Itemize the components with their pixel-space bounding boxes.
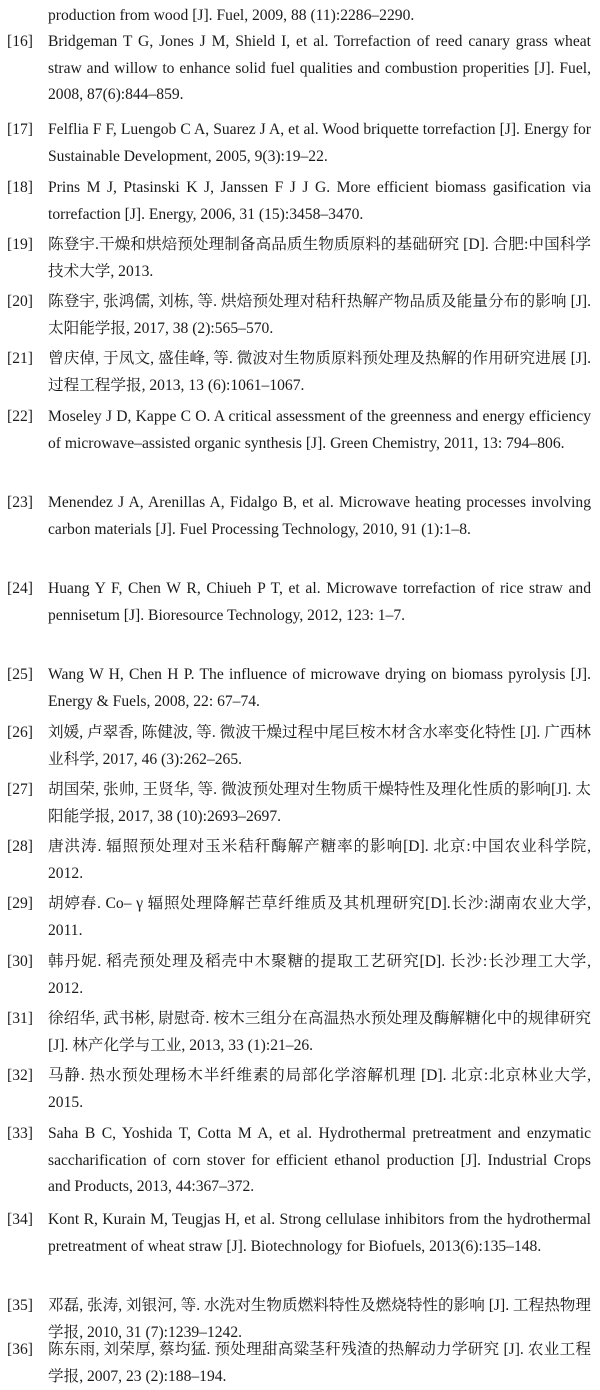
reference-text: Saha B C, Yoshida T, Cotta M A, et al. Hydrothermal pretreatment and enzymatic saccharification of corn stover for efficient ethanol production [J]. Industrial Crops and Products, 2013, 44:367–372. <box>48 1125 591 1195</box>
reference-number: [27] <box>7 781 33 798</box>
reference-text: 唐洪涛. 辐照预处理对玉米秸秆酶解产糖率的影响[D]. 北京:中国农业科学院, 2012. <box>48 838 591 882</box>
reference-number: [16] <box>7 33 33 50</box>
reference-text: Wang W H, Chen H P. The influence of microwave drying on biomass pyrolysis [J]. Energy & Fuels, 2008, 22: 67–74. <box>48 666 591 710</box>
reference-text: 胡婷春. Co– γ 辐照处理降解芒草纤维质及其机理研究[D].长沙:湖南农业大学, 2011. <box>48 895 591 939</box>
reference-number: [18] <box>7 179 33 196</box>
reference-number: [29] <box>7 895 33 912</box>
reference-number: [22] <box>7 408 33 425</box>
reference-number: [33] <box>7 1125 33 1142</box>
reference-text: Moseley J D, Kappe C O. A critical assessment of the greenness and energy efficiency of microwave–assisted organic synthesis [J]. Green Chemistry, 2011, 13: 794–806. <box>48 408 591 452</box>
reference-text: 陈登宇, 张鸿儒, 刘栋, 等. 烘焙预处理对秸秆热解产物品质及能量分布的影响 [J]. 太阳能学报, 2017, 38 (2):565–570. <box>48 293 591 337</box>
reference-text: 徐绍华, 武书彬, 尉慰奇. 桉木三组分在高温热水预处理及酶解糖化中的规律研究[J]. 林产化学与工业, 2013, 33 (1):21–26. <box>48 1010 591 1054</box>
reference-number: [23] <box>7 494 33 511</box>
reference-number: [21] <box>7 350 33 367</box>
reference-text: Prins M J, Ptasinski K J, Janssen F J J G. More efficient biomass gasification via torrefaction [J]. Energy, 2006, 31 (15):3458–3470. <box>48 179 591 223</box>
reference-number: [36] <box>7 1341 33 1358</box>
reference-number: [35] <box>7 1297 33 1314</box>
reference-number: [26] <box>7 724 33 741</box>
reference-text: 韩丹妮. 稻壳预处理及稻壳中木聚糖的提取工艺研究[D]. 长沙:长沙理工大学, 2012. <box>48 953 591 997</box>
reference-text: 陈登宇.干燥和烘焙预处理制备高品质生物质原料的基础研究 [D]. 合肥:中国科学技术大学, 2013. <box>48 236 591 280</box>
reference-text: 邓磊, 张涛, 刘银河, 等. 水洗对生物质燃料特性及燃烧特性的影响 [J]. 工程热物理学报, 2010, 31 (7):1239–1242. <box>48 1297 591 1341</box>
reference-continuation: production from wood [J]. Fuel, 2009, 88 (11):2286–2290. <box>48 7 415 24</box>
reference-text: Huang Y F, Chen W R, Chiueh P T, et al. Microwave torrefaction of rice straw and pennisetum [J]. Bioresource Technology, 2012, 123: 1–7. <box>48 580 591 624</box>
reference-text: 陈东雨, 刘荣厚, 蔡均猛. 预处理甜高粱茎秆残渣的热解动力学研究 [J]. 农业工程学报, 2007, 23 (2):188–194. <box>48 1341 591 1385</box>
reference-text: 胡国荣, 张帅, 王贤华, 等. 微波预处理对生物质干燥特性及理化性质的影响[J]. 太阳能学报, 2017, 38 (10):2693–2697. <box>48 781 591 825</box>
reference-text: Bridgeman T G, Jones J M, Shield I, et al. Torrefaction of reed canary grass wheat straw and willow to enhance solid fuel qualities and combustion properities [J]. Fuel, 2008, 87(6):844–859. <box>48 33 591 103</box>
reference-text: 曾庆倬, 于凤文, 盛佳峰, 等. 微波对生物质原料预处理及热解的作用研究进展 [J]. 过程工程学报, 2013, 13 (6):1061–1067. <box>48 350 591 394</box>
reference-number: [31] <box>7 1010 33 1027</box>
reference-text: Felflia F F, Luengob C A, Suarez J A, et al. Wood briquette torrefaction [J]. Energy for Sustainable Development, 2005, 9(3):19–22. <box>48 121 591 165</box>
reference-number: [34] <box>7 1211 33 1228</box>
reference-text: Menendez J A, Arenillas A, Fidalgo B, et al. Microwave heating processes involving carbon materials [J]. Fuel Processing Technology, 2010, 91 (1):1–8. <box>48 494 591 538</box>
reference-text: Kont R, Kurain M, Teugjas H, et al. Strong cellulase inhibitors from the hydrothermal pretreatment of wheat straw [J]. Biotechnology for Biofuels, 2013(6):135–148. <box>48 1211 591 1255</box>
reference-number: [24] <box>7 580 33 597</box>
reference-number: [20] <box>7 293 33 310</box>
reference-number: [25] <box>7 666 33 683</box>
reference-number: [32] <box>7 1067 33 1084</box>
reference-number: [30] <box>7 953 33 970</box>
reference-text: 刘媛, 卢翠香, 陈健波, 等. 微波干燥过程中尾巨桉木材含水率变化特性 [J]. 广西林业科学, 2017, 46 (3):262–265. <box>48 724 591 768</box>
reference-text: 马静. 热水预处理杨木半纤维素的局部化学溶解机理 [D]. 北京:北京林业大学, 2015. <box>48 1067 591 1111</box>
reference-number: [19] <box>7 236 33 253</box>
reference-number: [17] <box>7 121 33 138</box>
reference-number: [28] <box>7 838 33 855</box>
